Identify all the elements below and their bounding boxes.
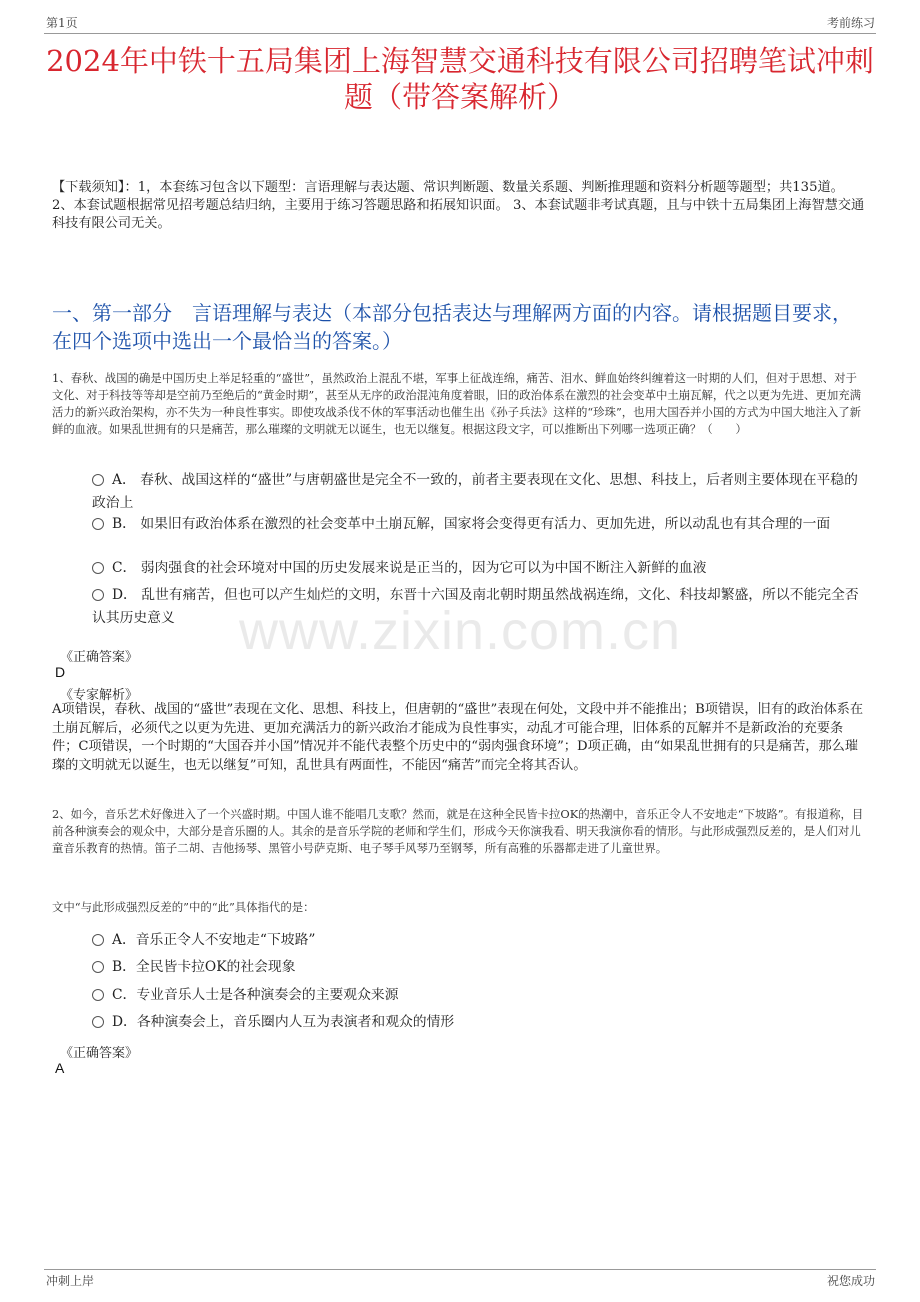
footer-left-text: 冲刺上岸 (46, 1274, 95, 1288)
q1-answer: D (55, 664, 66, 680)
q1-analysis-label: 《专家解析》 (60, 688, 139, 703)
q1-option-d[interactable] (92, 584, 868, 630)
question-1-text: 1、春秋、战国的确是中国历史上举足轻重的“盛世”，虽然政治上混乱不堪，军事上征战连绵，痛苦、泪水、鲜血始终纠缠着这一时期的人们，但对于思想、对于文化、对于科技等等却是空前乃至绝后的“黄金时期”，甚至从无序的政治混沌角度着眼，旧的政治体系在激烈的社会变革中土崩瓦解，代之以更为先进、更加充满活力的新兴政治架构，亦不失为一种良性事实。即使攻战杀伐不休的军事活动也催生出《孙子兵法》这样的“珍珠”，也用大国吞并小国的方式为中国大地注入了新鲜的血液。如果乱世拥有的只是痛苦，那么璀璨的文明就无以诞生，也无以继复。根据这段文字，可以推断出下列哪一选项正确？（ ） (52, 371, 861, 436)
question-2-prompt: 文中“与此形成强烈反差的”中的“此”具体指代的是： (52, 900, 315, 914)
header-divider (44, 33, 876, 34)
radio-icon[interactable] (92, 474, 104, 486)
option-label: B． 如果旧有政治体系在激烈的社会变革中土崩瓦解，国家将会变得更有活力、更加先进，所以动乱也有其合理的一面 (112, 516, 831, 532)
q2-option-d[interactable] (92, 1011, 868, 1034)
q1-option-a[interactable] (92, 469, 868, 515)
radio-icon[interactable] (92, 562, 104, 574)
q1-answer-label: 《正确答案》 (60, 650, 139, 665)
option-label: A．音乐正令人不安地走“下坡路” (112, 932, 316, 948)
radio-icon[interactable] (92, 989, 104, 1001)
q1-option-b[interactable] (92, 513, 868, 536)
radio-icon[interactable] (92, 961, 104, 973)
q1-analysis: A项错误，春秋、战国的“盛世”表现在文化、思想、科技上，但唐朝的“盛世”表现在何处，文段中并不能推出；B项错误，旧有的政治体系在土崩瓦解后，必须代之以更为先进、更加充满活力的新兴政治才能成为良性事实，动乱才可能合理，旧体系的瓦解并不是新政治的充要条件；C项错误，一个时期的“大国吞并小国”情况并不能代表整个历史中的“弱肉强食环境”；D项正确，由“如果乱世拥有的只是痛苦，那么璀璨的文明就无以诞生，也无以继复”可知，乱世具有两面性，不能因“痛苦”而完全将其否认。 (52, 702, 864, 773)
q2-option-a[interactable] (92, 929, 868, 952)
radio-icon[interactable] (92, 934, 104, 946)
q2-option-c[interactable] (92, 984, 868, 1007)
q2-option-b[interactable] (92, 956, 868, 979)
q2-answer-label: 《正确答案》 (60, 1046, 139, 1061)
option-label: C． 弱肉强食的社会环境对中国的历史发展来说是正当的，因为它可以为中国不断注入新鲜的血液 (112, 560, 707, 576)
option-label: D． 乱世有痛苦，但也可以产生灿烂的文明，东晋十六国及南北朝时期虽然战祸连绵，文化、科技却繁盛，所以不能完全否认其历史意义 (92, 587, 859, 626)
option-label: D．各种演奏会上，音乐圈内人互为表演者和观众的情形 (112, 1014, 455, 1030)
q2-answer: A (55, 1060, 65, 1076)
option-label: B．全民皆卡拉OK的社会现象 (112, 959, 296, 975)
page-number: 第1页 (46, 16, 78, 30)
footer-divider (44, 1269, 876, 1270)
option-label: A． 春秋、战国这样的“盛世”与唐朝盛世是完全不一致的，前者主要表现在文化、思想、科技上，后者则主要体现在平稳的政治上 (92, 472, 858, 511)
download-notice: 【下载须知】：1，本套练习包含以下题型：言语理解与表达题、常识判断题、数量关系题、判断推理题和资料分析题等题型；共135道。 2、本套试题根据常见招考题总结归纳，主要用于练习答题思路和拓展知识面。 3、本套试题非考试真题，且与中铁十五局集团上海智慧交通科技有限公司无关。 (52, 180, 865, 231)
option-label: C．专业音乐人士是各种演奏会的主要观众来源 (112, 987, 399, 1003)
document-title: 2024年中铁十五局集团上海智慧交通科技有限公司招聘笔试冲刺题（带答案解析） (46, 44, 874, 114)
q1-option-c[interactable] (92, 557, 868, 580)
footer-right-text: 祝您成功 (826, 1274, 875, 1288)
radio-icon[interactable] (92, 589, 104, 601)
radio-icon[interactable] (92, 518, 104, 530)
question-2-text: 2、如今，音乐艺术好像进入了一个兴盛时期。中国人谁不能唱几支歌？然而，就是在这种全民皆卡拉OK的热潮中，音乐正令人不安地走“下坡路”。有报道称，目前各种演奏会的观众中，大部分是音乐圈的人。其余的是音乐学院的老师和学生们，形成今天你演我看、明天我演你看的情形。与此形成强烈反差的，是人们对儿童音乐教育的热情。笛子二胡、吉他扬琴、黑管小号萨克斯、电子琴手风琴乃至钢琴，所有高雅的乐器都走进了儿童世界。 (52, 807, 864, 855)
section-heading: 一、第一部分 言语理解与表达（本部分包括表达与理解两方面的内容。请根据题目要求，在四个选项中选出一个最恰当的答案。） (52, 301, 852, 353)
header-label: 考前练习 (826, 16, 875, 30)
radio-icon[interactable] (92, 1016, 104, 1028)
watermark: www.zixin.com.cn (238, 601, 682, 661)
